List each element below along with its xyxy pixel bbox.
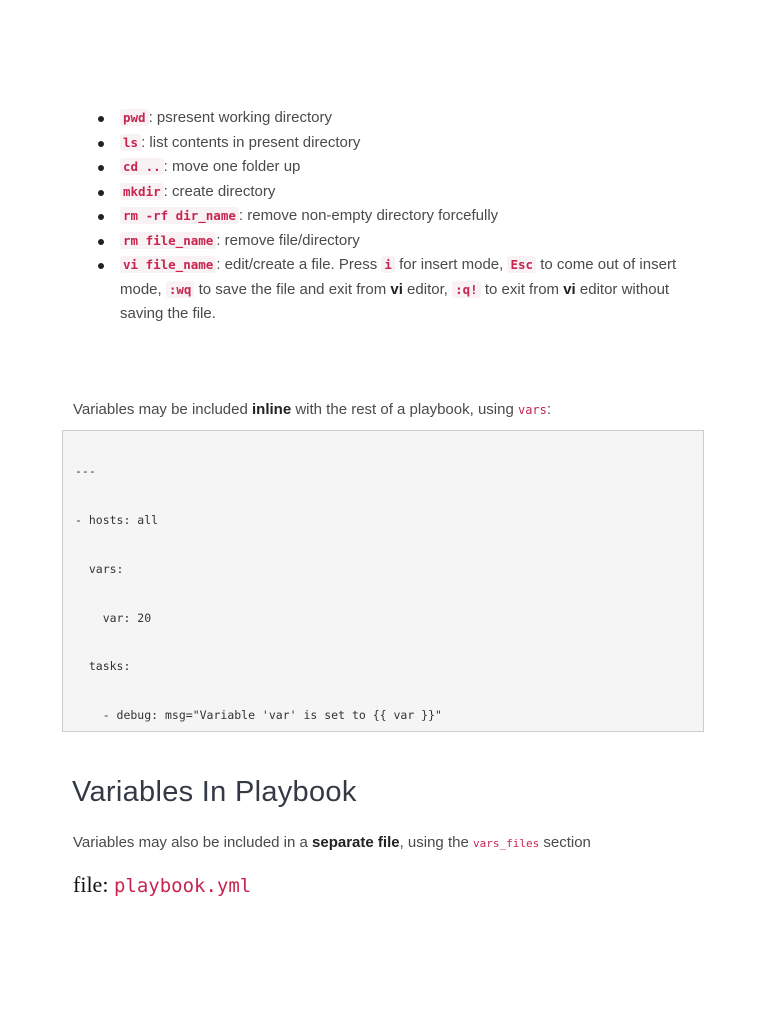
inline-code: mkdir bbox=[120, 183, 164, 200]
list-item-vi bbox=[98, 253, 708, 327]
inline-code: :wq bbox=[166, 281, 195, 298]
bold-text: vi bbox=[390, 280, 403, 298]
code-line: - hosts: all bbox=[75, 513, 159, 527]
code-line: var: 20 bbox=[75, 611, 152, 625]
list-item bbox=[98, 229, 708, 254]
list-item-text: : create directory bbox=[163, 182, 276, 200]
inline-code: rm -rf dir_name bbox=[120, 207, 239, 224]
inline-code: cd .. bbox=[120, 158, 164, 175]
inline-code: pwd bbox=[120, 109, 149, 126]
inline-code: Esc bbox=[507, 256, 536, 273]
paragraph-text: : bbox=[546, 401, 552, 418]
paragraph-text: Variables may also be included in a bbox=[73, 834, 313, 851]
code-line: --- bbox=[75, 464, 96, 478]
paragraph-text: with the rest of a playbook, using bbox=[291, 401, 518, 418]
file-name: playbook.yml bbox=[113, 875, 252, 897]
paragraph-text: section bbox=[539, 834, 591, 851]
list-item-text: editor without saving the file. bbox=[120, 280, 670, 322]
inline-code: vi file_name bbox=[120, 256, 216, 273]
list-item bbox=[98, 155, 708, 180]
paragraph-text: Variables may be included bbox=[73, 401, 252, 418]
inline-code: vars bbox=[517, 403, 547, 417]
inline-code: rm file_name bbox=[120, 232, 216, 249]
inline-code: ls bbox=[120, 134, 141, 151]
inline-code: vars_files bbox=[472, 837, 540, 850]
list-item-text: editor, bbox=[402, 280, 453, 298]
list-item-text: to exit from bbox=[480, 280, 564, 298]
list-item-text: : remove non-empty directory forcefully bbox=[238, 207, 499, 224]
list-item-text: for insert mode, bbox=[394, 256, 508, 273]
file-label-text: file: bbox=[73, 872, 114, 897]
vars-files-paragraph bbox=[73, 832, 713, 855]
list-item bbox=[98, 204, 708, 229]
inline-code: :q! bbox=[452, 281, 481, 298]
section-heading: Variables In Playbook bbox=[72, 776, 357, 808]
list-item bbox=[98, 131, 708, 156]
code-line: tasks: bbox=[75, 659, 131, 673]
bold-text: separate file bbox=[312, 834, 400, 851]
list-item-text: : move one folder up bbox=[163, 158, 301, 175]
list-item-text: to come out of insert mode, bbox=[120, 256, 677, 298]
inline-code: i bbox=[381, 256, 395, 273]
list-item-text: : remove file/directory bbox=[216, 231, 360, 249]
intro-paragraph bbox=[73, 399, 713, 421]
list-item bbox=[98, 106, 708, 131]
list-item-text: : psresent working directory bbox=[148, 109, 332, 126]
command-list bbox=[98, 106, 708, 327]
list-item-text: to save the file and exit from bbox=[194, 280, 391, 298]
bold-text: inline bbox=[252, 401, 292, 418]
code-line: - debug: msg="Variable 'var' is set to {{ var }}" bbox=[75, 708, 442, 722]
code-line: vars: bbox=[75, 562, 124, 576]
paragraph-text: , using the bbox=[399, 834, 473, 851]
list-item-text: : list contents in present directory bbox=[141, 133, 361, 151]
file-label bbox=[73, 872, 251, 898]
code-block bbox=[62, 430, 704, 732]
list-item-text: : edit/create a file. Press bbox=[216, 256, 382, 273]
bold-text: vi bbox=[563, 280, 576, 298]
list-item bbox=[98, 180, 708, 205]
